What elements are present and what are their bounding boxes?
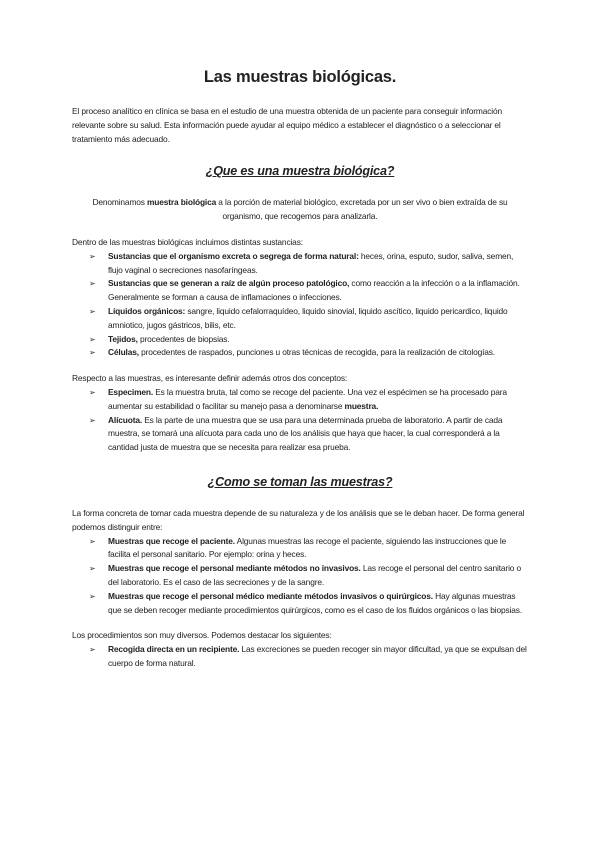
list-item	[72, 414, 528, 455]
section-heading-what-is: ¿Que es una muestra biológica?	[205, 164, 395, 179]
definition-text: a la porción de material biológico, excretada por un ser vivo o bien extraída de su organismo, que recogemos para analizarla.	[216, 197, 508, 222]
procedures-block	[72, 629, 528, 670]
arrow-bullet-icon: ➢	[89, 334, 96, 344]
item-term: Muestras que recoge el personal mediante métodos no invasivos.	[108, 563, 361, 574]
substances-intro: Dentro de las muestras biológicas incluimos distintas sustancias:	[72, 236, 303, 247]
item-term: Muestras que recoge el personal médico mediante métodos invasivos o quirúrgicos.	[108, 590, 433, 601]
list-item	[72, 305, 528, 333]
concepts-block	[72, 372, 528, 455]
item-text: Es la muestra bruta, tal como se recoge del paciente. Una vez el espécimen se ha procesado para aumentar su estabilidad o facilitar su manejo pasa a denominarse	[108, 386, 507, 411]
list-item	[72, 535, 528, 563]
list-item	[72, 346, 528, 360]
item-text: sangre, liquido cefalorraquídeo, liquido sinovial, liquido ascítico, liquido pericardico, liquido amniotico, jugos gástricos, bilis, etc.	[108, 305, 508, 330]
arrow-bullet-icon: ➢	[89, 536, 96, 546]
document-page	[72, 68, 528, 671]
arrow-bullet-icon: ➢	[89, 251, 96, 261]
item-term: Alícuota.	[108, 414, 143, 425]
item-text: procedentes de raspados, punciones u otras técnicas de recogida, para la realización de citologías.	[138, 347, 495, 358]
definition-paragraph	[72, 196, 528, 224]
item-term: Células,	[108, 347, 139, 358]
concepts-list	[72, 386, 528, 455]
substances-list	[72, 250, 528, 360]
substances-block	[72, 236, 528, 360]
collection-list	[72, 535, 528, 618]
item-term: muestra.	[344, 400, 379, 411]
arrow-bullet-icon: ➢	[89, 645, 96, 655]
item-term: Sustancias que se generan a raíz de algún proceso patológico,	[108, 278, 350, 289]
list-item	[72, 562, 528, 590]
collection-block	[72, 507, 528, 617]
list-item	[72, 333, 528, 347]
item-text: Las recoge el personal del centro sanitario o del laboratorio. Es el caso de las secreciones y de la sangre.	[108, 563, 521, 587]
arrow-bullet-icon: ➢	[89, 306, 96, 316]
item-term: Especimen.	[108, 386, 154, 397]
page-title: Las muestras biológicas.	[203, 68, 397, 86]
arrow-bullet-icon: ➢	[89, 415, 96, 425]
arrow-bullet-icon: ➢	[89, 348, 96, 358]
item-term: Recogida directa en un recipiente.	[108, 644, 240, 655]
item-text: Algunas muestras las recoge el paciente, siguiendo las instrucciones que le facilita el personal sanitario. Por ejemplo: orina y heces.	[108, 535, 507, 560]
arrow-bullet-icon: ➢	[89, 591, 96, 601]
list-item	[72, 386, 528, 414]
item-text: Es la parte de una muestra que se usa para una determinada prueba de laboratorio. A partir de cada muestra, se tomará una alícuota para cada uno de los análisis que haya que hacer, la cual corresponderá a la cantidad justa de muestra que se necesita para realizar esa prueba.	[108, 414, 503, 453]
list-item	[72, 277, 528, 305]
procedures-intro: Los procedimientos son muy diversos. Podemos destacar los siguientes:	[72, 630, 332, 641]
arrow-bullet-icon: ➢	[89, 279, 96, 289]
item-text: procedentes de biopsias.	[137, 333, 230, 344]
list-item	[72, 250, 528, 278]
section-heading-how-taken: ¿Como se toman las muestras?	[207, 474, 393, 489]
procedures-list	[72, 643, 528, 671]
item-term: Líquidos orgánicos:	[108, 305, 186, 316]
list-item	[72, 590, 528, 618]
definition-text: Denominamos	[92, 197, 147, 208]
concepts-intro: Respecto a las muestras, es interesante definir además otros dos conceptos:	[72, 373, 348, 384]
item-term: Sustancias que el organismo excreta o segrega de forma natural:	[108, 250, 359, 261]
item-term: Muestras que recoge el paciente.	[108, 535, 235, 546]
arrow-bullet-icon: ➢	[89, 564, 96, 574]
intro-paragraph: El proceso analítico en clínica se basa en el estudio de una muestra obtenida de un paciente para conseguir información relevante sobre su salud. Esta información puede ayudar al equipo médico a establecer el diagnóstico o a seleccionar el tratamiento más adecuado.	[72, 106, 503, 144]
item-text: Hay algunas muestras que se deben recoger mediante procedimientos quirúrgicos, como es el caso de los fluidos orgánicos o las biopsias.	[108, 590, 522, 615]
item-text: como reacción a la infección o a la inflamación. Generalmente se forman a causa de inflamaciones o infecciones.	[108, 278, 520, 303]
list-item	[72, 643, 528, 671]
item-text: heces, orina, esputo, sudor, saliva, semen, flujo vaginal o secreciones nasofaríngeas.	[108, 250, 514, 275]
item-text: Las excreciones se pueden recoger sin mayor dificultad, ya que se expulsan del cuerpo de forma natural.	[108, 644, 527, 668]
arrow-bullet-icon: ➢	[89, 387, 96, 397]
item-term: Tejidos,	[108, 333, 138, 344]
collection-intro: La forma concreta de tomar cada muestra depende de su naturaleza y de los análisis que se le deban hacer. De forma general podemos distinguir entre:	[72, 507, 525, 532]
definition-term: muestra biológica	[147, 197, 217, 208]
